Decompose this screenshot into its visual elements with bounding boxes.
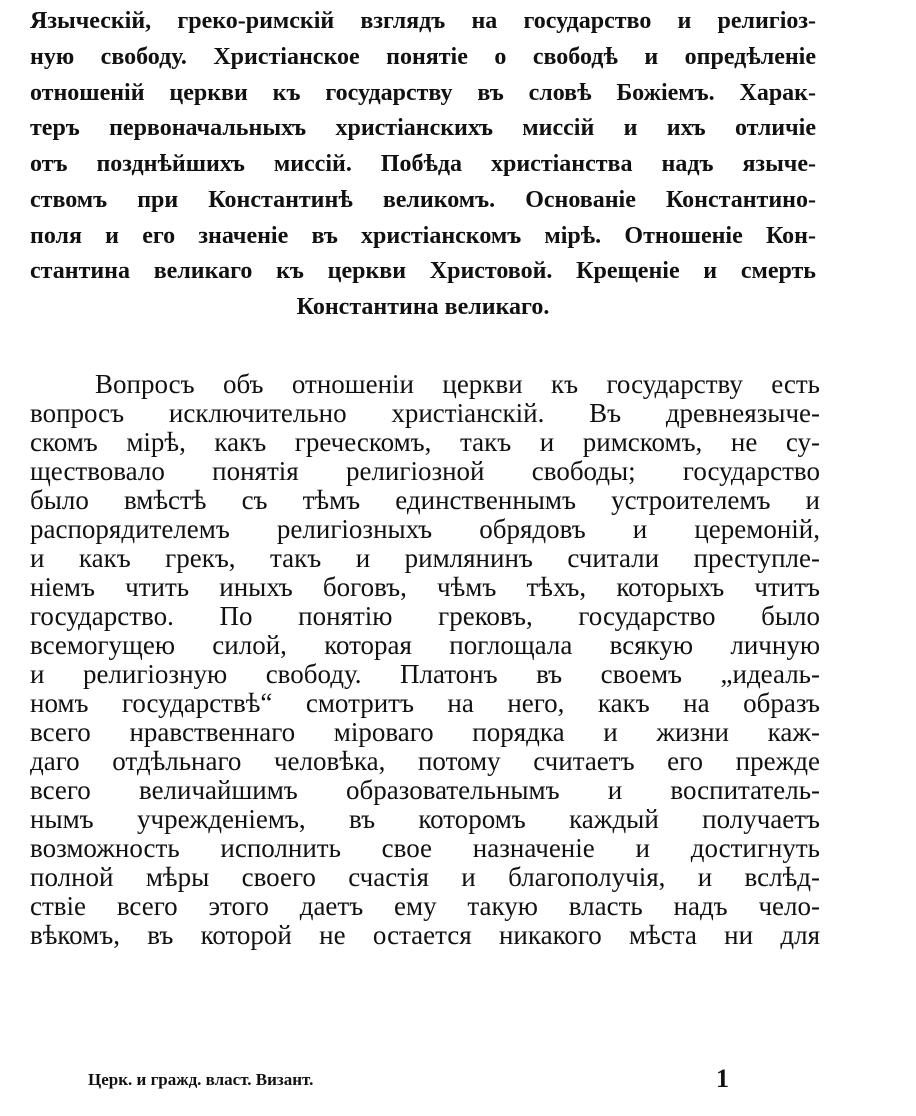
summary-line: поля и его значеніе въ христіанскомъ мірѣ. Отношеніе Кон-: [30, 222, 816, 249]
summary-line: ствомъ при Константинѣ великомъ. Основаніе Константино-: [30, 186, 816, 213]
chapter-summary: [30, 4, 816, 326]
body-line: возможность исполнить свое назначеніе и достигнуть: [30, 834, 820, 863]
body-line: было вмѣстѣ съ тѣмъ единственнымъ устроителемъ и: [30, 486, 820, 515]
summary-line: Языческій, греко-римскій взглядъ на государство и религіоз-: [30, 8, 816, 34]
summary-line: отношеній церкви къ государству въ словѣ Божіемъ. Харак-: [30, 79, 816, 106]
body-line: вопросъ исключительно христіанскій. Въ древнеязыче-: [30, 399, 820, 428]
page-number: 1: [716, 1064, 729, 1093]
body-line: даго отдѣльнаго человѣка, потому считаетъ его прежде: [30, 747, 820, 776]
body-line: ніемъ чтить иныхъ боговъ, чѣмъ тѣхъ, которыхъ чтитъ: [30, 573, 820, 602]
body-line: государство. По понятію грековъ, государство было: [30, 602, 820, 631]
body-line: полной мѣры своего счастія и благополучія, и вслѣд-: [30, 863, 820, 892]
body-line: и какъ грекъ, такъ и римлянинъ считали преступле-: [30, 544, 820, 573]
body-line: всего величайшимъ образовательнымъ и воспитатель-: [30, 776, 820, 805]
body-line: ществовало понятія религіозной свободы; государство: [30, 457, 820, 486]
body-line: всемогущею силой, которая поглощала всякую личную: [30, 631, 820, 660]
body-line: номъ государствѣ“ смотритъ на него, какъ на образъ: [30, 689, 820, 718]
page-footer: [88, 1064, 748, 1098]
summary-line: ную свободу. Христіанское понятіе о свободѣ и опредѣленіе: [30, 43, 816, 70]
body-text: [30, 370, 820, 950]
running-title: Церк. и гражд. власт. Визант.: [88, 1070, 314, 1089]
body-line: нымъ учрежденіемъ, въ которомъ каждый получаетъ: [30, 805, 820, 834]
body-line: и религіозную свободу. Платонъ въ своемъ „идеаль-: [30, 660, 820, 689]
body-line: вѣкомъ, въ которой не остается никакого мѣста ни для: [30, 921, 820, 950]
body-line: ствіе всего этого даетъ ему такую власть надъ чело-: [30, 892, 820, 921]
body-line: распорядителемъ религіозныхъ обрядовъ и церемоній,: [30, 515, 820, 544]
body-line: всего нравственнаго міроваго порядка и жизни каж-: [30, 718, 820, 747]
summary-line: отъ позднѣйшихъ миссій. Побѣда христіанства надъ языче-: [30, 151, 816, 177]
summary-line: Константина великаго.: [296, 294, 550, 320]
summary-line: стантина великаго къ церкви Христовой. Крещеніе и смерть: [30, 258, 816, 285]
body-line: скомъ мірѣ, какъ греческомъ, такъ и римскомъ, не су-: [30, 428, 820, 457]
summary-line: теръ первоначальныхъ христіанскихъ миссій и ихъ отличіе: [30, 115, 816, 142]
body-line: Вопросъ объ отношеніи церкви къ государству есть: [95, 370, 820, 399]
